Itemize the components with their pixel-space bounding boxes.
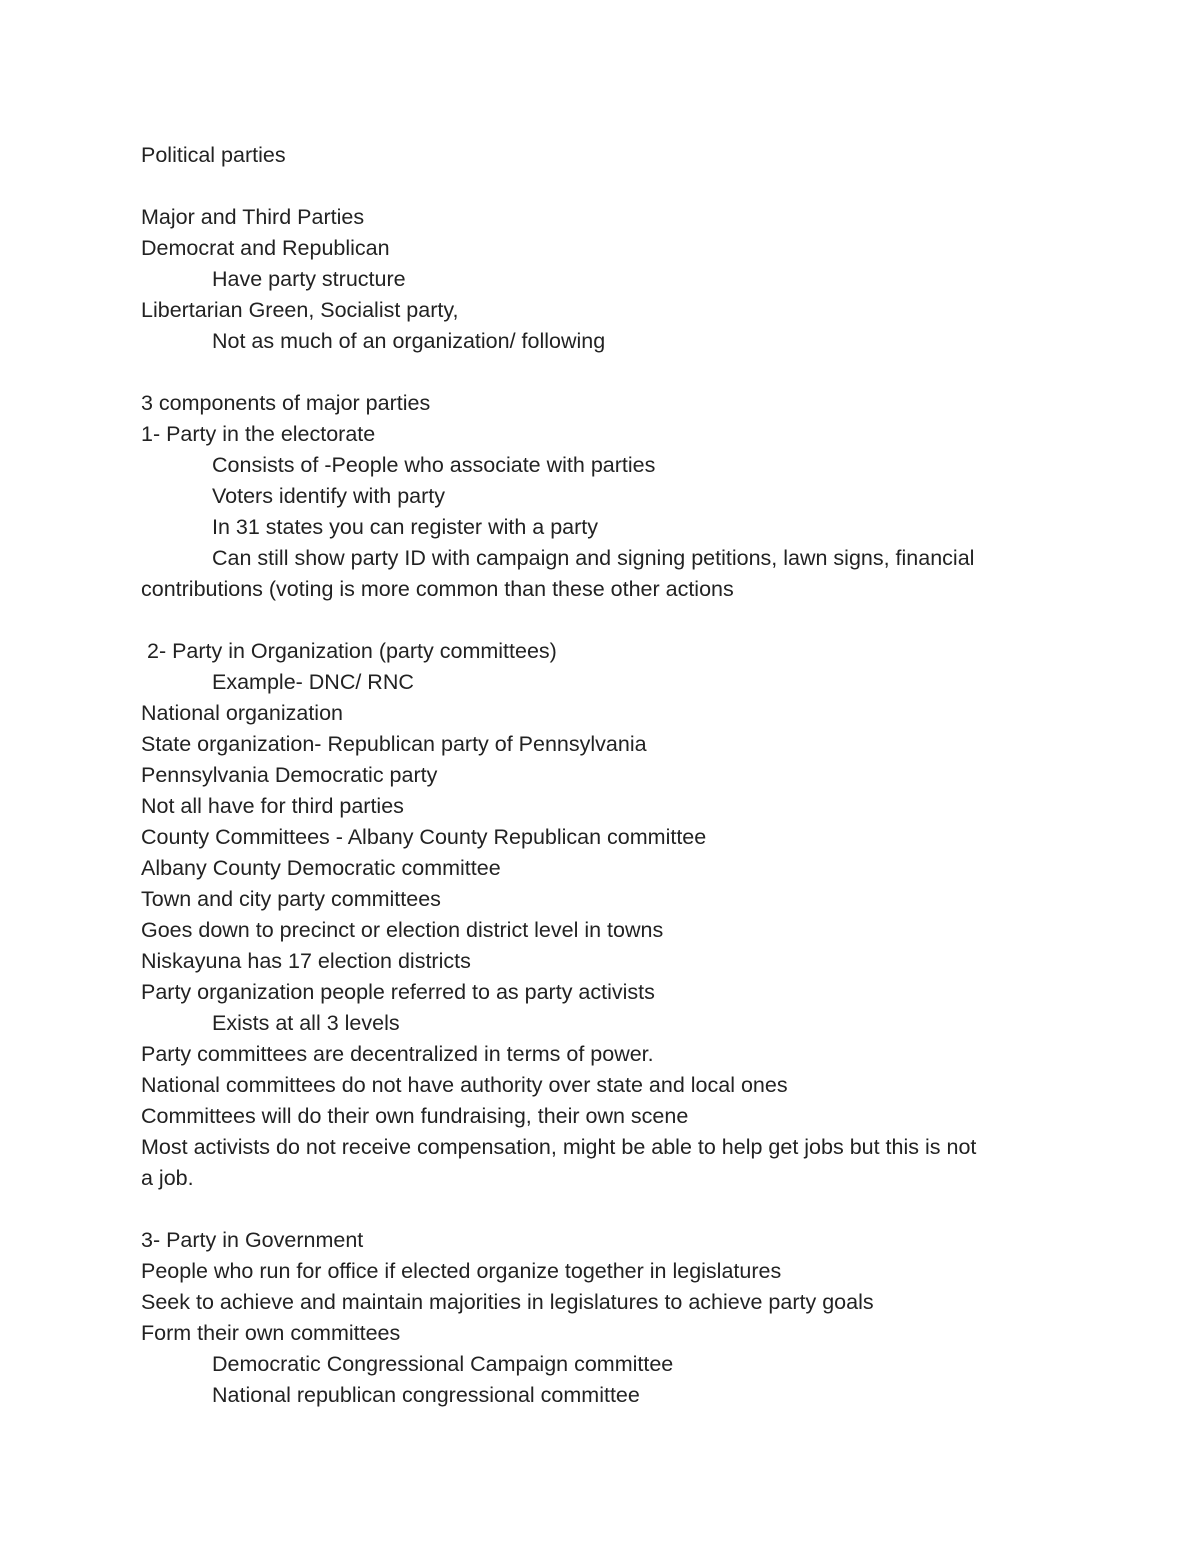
text-line: Democrat and Republican xyxy=(141,236,390,260)
blank-line xyxy=(141,1194,1071,1225)
document-body xyxy=(141,140,1071,1411)
text-line: Form their own committees xyxy=(141,1321,401,1345)
blank-line xyxy=(141,357,1071,388)
component-heading: 1- Party in the electorate xyxy=(141,422,376,446)
indented-text-line: Consists of -People who associate with parties xyxy=(212,453,656,477)
text-line: Party organization people referred to as party activists xyxy=(141,980,655,1004)
text-line: Albany County Democratic committee xyxy=(141,856,501,880)
text-line: Town and city party committees xyxy=(141,887,441,911)
blank-line xyxy=(141,171,1071,202)
text-line: National organization xyxy=(141,701,343,725)
text-line: contributions (voting is more common than these other actions xyxy=(141,577,734,601)
text-line: Not all have for third parties xyxy=(141,794,404,818)
document-title: Political parties xyxy=(141,143,286,167)
text-line: Pennsylvania Democratic party xyxy=(141,763,438,787)
component-heading: 2- Party in Organization (party committees) xyxy=(141,639,557,663)
text-line: National committees do not have authority over state and local ones xyxy=(141,1073,788,1097)
indented-text-line: Not as much of an organization/ following xyxy=(212,329,606,353)
text-line: Party committees are decentralized in terms of power. xyxy=(141,1042,654,1066)
section-heading: 3 components of major parties xyxy=(141,391,431,415)
text-line: Committees will do their own fundraising, their own scene xyxy=(141,1104,689,1128)
text-line: Libertarian Green, Socialist party, xyxy=(141,298,459,322)
component-heading: 3- Party in Government xyxy=(141,1228,364,1252)
blank-line xyxy=(141,605,1071,636)
text-line: Seek to achieve and maintain majorities in legislatures to achieve party goals xyxy=(141,1290,874,1314)
text-line: Most activists do not receive compensation, might be able to help get jobs but this is not xyxy=(141,1135,977,1159)
text-line: Goes down to precinct or election district level in towns xyxy=(141,918,664,942)
text-line: State organization- Republican party of Pennsylvania xyxy=(141,732,647,756)
indented-text-line: National republican congressional committee xyxy=(212,1383,640,1407)
indented-text-line: Exists at all 3 levels xyxy=(212,1011,400,1035)
text-line: Niskayuna has 17 election districts xyxy=(141,949,471,973)
indented-text-line: Democratic Congressional Campaign committee xyxy=(212,1352,674,1376)
indented-text-line: Example- DNC/ RNC xyxy=(212,670,414,694)
text-line: People who run for office if elected organize together in legislatures xyxy=(141,1259,782,1283)
section-heading: Major and Third Parties xyxy=(141,205,365,229)
indented-text-line: Can still show party ID with campaign and signing petitions, lawn signs, financial xyxy=(212,546,975,570)
text-line: County Committees - Albany County Republican committee xyxy=(141,825,707,849)
indented-text-line: Have party structure xyxy=(212,267,406,291)
indented-text-line: Voters identify with party xyxy=(212,484,446,508)
text-line: a job. xyxy=(141,1166,194,1190)
indented-text-line: In 31 states you can register with a party xyxy=(212,515,599,539)
